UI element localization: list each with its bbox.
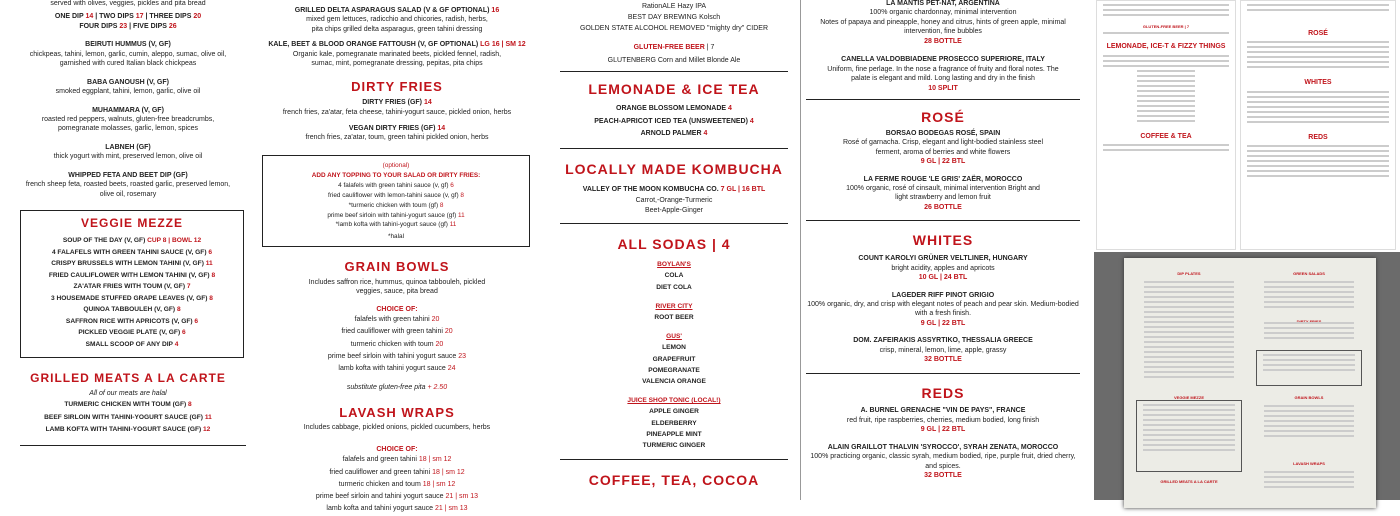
wrap-item: prime beef sirloin and tahini yogurt sauce 21 | sm 13 — [315, 493, 479, 501]
thumb-line — [1247, 61, 1389, 63]
thumb-line — [1144, 346, 1234, 348]
kombucha-flavor: Carrot,-Orange-Turmeric — [635, 197, 713, 205]
thumb-line — [1247, 46, 1389, 48]
thumb-heading: GREEN SALADS — [1293, 271, 1325, 276]
thumb-line — [1264, 291, 1354, 293]
divider — [560, 459, 788, 460]
thumb-line — [1144, 326, 1234, 328]
wine-item — [806, 291, 1080, 329]
dip-name: MUHAMMARA (V, GF) — [92, 106, 164, 114]
wine-price: 32 BOTTLE — [924, 356, 962, 364]
addon-item: *turmeric chicken with toum (gf) 8 — [348, 201, 444, 209]
dirty-fries-title: DIRTY FRIES — [351, 78, 443, 94]
thumb-line — [1103, 14, 1229, 16]
beer-item: GOLDEN STATE ALCOHOL REMOVED "mighty dry" CIDER — [579, 25, 769, 33]
thumb-line — [1247, 41, 1389, 43]
grain-bowls-desc: Includes saffron rice, hummus, quinoa tabbouleh, pickled veggies, sauce, pita bread — [308, 278, 486, 296]
dip-name: LABNEH (GF) — [105, 143, 151, 151]
thumb-line — [1144, 311, 1234, 313]
thumb-line — [1144, 286, 1234, 288]
lavash-desc: Includes cabbage, pickled onions, pickled cucumbers, herbs — [303, 424, 491, 432]
dip-desc: roasted red peppers, walnuts, gluten-free breadcrumbs, pomegranate molasses, garlic, lemon, spices — [41, 115, 215, 133]
dip-desc: smoked eggplant, tahini, lemon, garlic, olive oil — [55, 88, 201, 96]
thumb-line — [1143, 439, 1235, 441]
thumb-line — [1144, 301, 1234, 303]
wine-item — [806, 254, 1080, 282]
thumb-line — [1144, 306, 1234, 308]
mezze-item: QUINOA TABBOULEH (V, GF) 8 — [83, 306, 181, 314]
thumb-line — [1144, 371, 1234, 373]
thumb-line — [1247, 56, 1389, 58]
thumb-line — [1247, 4, 1389, 6]
thumb-line — [1143, 444, 1235, 446]
wine-name: LA MANTIS PET-NAT, ARGENTINA — [886, 0, 1000, 7]
meats-list — [8, 399, 248, 437]
thumb-line — [1137, 80, 1195, 82]
lemonade-item: PEACH-APRICOT ICED TEA (UNSWEETENED) 4 — [594, 117, 754, 125]
thumb-line — [1264, 281, 1354, 283]
thumb-line — [1143, 424, 1235, 426]
wine-price: 28 BOTTLE — [924, 37, 962, 45]
dip-item — [22, 106, 234, 134]
wine-name: LAGEDER RIFF PINOT GRIGIO — [891, 291, 995, 299]
mezze-item: PICKLED VEGGIE PLATE (V, GF) 6 — [78, 329, 186, 337]
addon-item: 4 falafels with green tahini sauce (v, gf) 6 — [338, 181, 454, 189]
thumb-line — [1137, 95, 1195, 97]
salad-name: GRILLED DELTA ASPARAGUS SALAD (V & GF OPTIONAL) 16 — [294, 7, 500, 14]
thumb-line — [1264, 296, 1354, 298]
beer-item: RationALE Hazy IPA — [641, 3, 707, 10]
thumb-heading: DIP PLATES — [1177, 271, 1201, 276]
meat-item: LAMB KOFTA WITH TAHINI-YOGURT SAUCE (GF) 12 — [45, 426, 211, 434]
soda-item: POMEGRANATE — [648, 366, 700, 374]
addon-optional: (optional) — [382, 161, 410, 169]
wine-price: 32 BOTTLE — [924, 472, 962, 480]
thumb-line — [1263, 359, 1355, 361]
dip-item — [22, 40, 234, 68]
fries-desc: french fries, za'atar, toum, green tahini pickled onion, herbs — [305, 134, 489, 142]
thumbnail-wine-page — [1240, 0, 1396, 250]
addon-note: *halal — [388, 233, 404, 241]
wine-price: 9 GL | 22 BTL — [920, 426, 966, 434]
whites-title: WHITES — [912, 232, 974, 249]
thumb-line — [1143, 434, 1235, 436]
thumb-heading: GLUTEN-FREE BEER | 7 — [1142, 24, 1190, 29]
thumb-line — [1103, 55, 1229, 57]
thumb-line — [1144, 331, 1234, 333]
dip-desc: french sheep feta, roasted beets, roasted garlic, preserved lemon, olive oil, rosemary — [25, 181, 231, 198]
thumb-line — [1103, 149, 1229, 151]
fries-name: DIRTY FRIES (GF) 14 — [362, 99, 432, 107]
wrap-item: turmeric chicken and toum 18 | sm 12 — [338, 480, 456, 488]
wine-item — [806, 129, 1080, 167]
thumb-line — [1144, 296, 1234, 298]
thumb-line — [1103, 60, 1229, 62]
photo-text-wraps — [1258, 468, 1360, 491]
wine-name: BORSAO BODEGAS ROSÉ, SPAIN — [885, 129, 1001, 137]
dip-desc: chickpeas, tahini, lemon, garlic, cumin, aleppo, sumac, olive oil, garnished with cured Italian black chickpeas — [29, 50, 227, 68]
wine-desc: bright acidity, apples and apricots — [891, 264, 995, 272]
beer-list — [556, 1, 792, 35]
photo-paper — [1124, 258, 1376, 508]
mezze-item: SOUP OF THE DAY (V, GF) CUP 8 | BOWL 12 — [62, 237, 202, 245]
meat-item: BEEF SIRLOIN WITH TAHINI-YOGURT SAUCE (GF) 11 — [44, 413, 212, 421]
wine-desc: crisp, mineral, lemon, lime, apple, grassy — [879, 346, 1007, 354]
thumb-line — [1247, 160, 1389, 162]
thumb-line — [1263, 369, 1355, 371]
fries-desc: french fries, za'atar, feta cheese, tahini-yogurt sauce, pickled onion, herbs — [282, 108, 512, 116]
wine-item — [806, 443, 1080, 481]
salad-desc: mixed gem lettuces, radicchio and chicories, radish, herbs, pita chips grilled delta asparagus, green tahini dressing — [306, 16, 488, 33]
thumb-line — [1137, 105, 1195, 107]
mezze-item: CRISPY BRUSSELS WITH LEMON TAHINI (V, GF) 11 — [51, 260, 213, 268]
thumb-line — [1137, 75, 1195, 77]
thumbnail-drinks-page — [1096, 0, 1236, 250]
bottom-rule — [20, 445, 246, 446]
mezze-list — [25, 235, 239, 350]
bowl-item: turmeric chicken with toum 20 — [350, 340, 444, 348]
dip-name: BEIRUTI HUMMUS (V, GF) — [85, 41, 171, 49]
photo-mezze-box — [1136, 400, 1242, 472]
thumb-line — [1247, 111, 1389, 113]
salad-desc: Organic kale, pomegranate marinated beets, pickled fennel, radish, sumac, mint, pomegranate dressing, pepitas, pita chips — [292, 50, 502, 68]
soda-brand: RIVER CITY — [655, 302, 693, 310]
wine-item — [806, 55, 1080, 93]
wine-item — [806, 336, 1080, 364]
salad-item — [258, 6, 536, 34]
wine-name: A. BURNEL GRENACHE "VIN DE PAYS", FRANCE — [860, 407, 1026, 415]
wine-item — [806, 0, 1080, 18]
wine-price: 10 GL | 24 BTL — [918, 274, 968, 282]
thumb-line — [1247, 51, 1389, 53]
soda-item: COLA — [664, 272, 684, 280]
wrap-item: falafels and green tahini 18 | sm 12 — [342, 456, 452, 464]
thumb-line — [1264, 405, 1354, 407]
dip-item — [22, 171, 234, 199]
thumb-line — [1247, 170, 1389, 172]
wine-price: 10 SPLIT — [928, 84, 958, 92]
thumb-line — [1247, 106, 1389, 108]
thumb-line — [1144, 361, 1234, 363]
mezze-item: SMALL SCOOP OF ANY DIP 4 — [85, 340, 179, 348]
substitute-note: substitute gluten-free pita + 2.50 — [346, 384, 448, 392]
soda-item: PINEAPPLE MINT — [646, 430, 702, 438]
thumb-heading: COFFEE & TEA — [1140, 132, 1192, 140]
thumb-line — [1264, 301, 1354, 303]
addon-title: ADD ANY TOPPING TO YOUR SALAD OR DIRTY FRIES: — [311, 171, 481, 179]
fries-name: VEGAN DIRTY FRIES (GF) 14 — [348, 125, 446, 133]
soda-item: ROOT BEER — [654, 313, 694, 321]
dip-prices-line-2: FOUR DIPS 23 | FIVE DIPS 26 — [79, 22, 177, 30]
divider — [560, 223, 788, 224]
wine-item — [806, 175, 1080, 213]
thumb-line — [1103, 4, 1229, 6]
thumb-line — [1144, 336, 1234, 338]
column-salads-bowls — [258, 0, 536, 516]
divider — [806, 373, 1080, 374]
bowls-list — [258, 314, 536, 375]
thumb-line — [1143, 449, 1235, 451]
wraps-list — [258, 454, 536, 515]
column-dips-mezze — [8, 0, 248, 446]
thumb-line — [1247, 116, 1389, 118]
grilled-meats-title: GRILLED MEATS A LA CARTE — [30, 370, 226, 385]
wrap-item: lamb kofta and tahini yogurt sauce 21 | sm 13 — [326, 505, 468, 513]
thumb-line — [1137, 85, 1195, 87]
dip-list — [8, 40, 248, 199]
soda-item: ELDERBERRY — [651, 419, 697, 427]
mezze-item: ZA'ATAR FRIES WITH TOUM (V, GF) 7 — [73, 283, 191, 291]
wine-desc: red fruit, ripe raspberries, cherries, medium bodied, long finish — [846, 416, 1040, 424]
wine-desc: 100% practicing organic, classic syrah, medium bodied, ripe, purple fruit, dried cherry, and spices. — [810, 453, 1076, 470]
wine-name: ALAIN GRAILLOT THALVIN 'SYROCCO', SYRAH ZENATA, MOROCCO — [827, 443, 1059, 451]
wine-desc: Notes of papaya and pineapple, honey and citrus, hints of green apple, minimal intervention, fine bubbles — [820, 18, 1066, 36]
thumb-line — [1137, 90, 1195, 92]
thumb-line — [1264, 327, 1354, 329]
grain-bowls-title: GRAIN BOWLS — [344, 259, 450, 275]
thumb-heading: REDS — [1308, 133, 1328, 141]
dip-plate-note: served with olives, veggies, pickles and pita bread — [50, 0, 206, 7]
mezze-item: SAFFRON RICE WITH APRICOTS (V, GF) 6 — [65, 317, 199, 325]
addon-item: prime beef sirloin with tahini-yogurt sauce (gf) 11 — [327, 211, 465, 219]
soda-item: DIET COLA — [656, 283, 692, 291]
column-drinks — [556, 0, 792, 490]
thumb-line — [1264, 471, 1354, 473]
thumbnail-food-page-photo — [1094, 252, 1400, 500]
mezze-item: 3 HOUSEMADE STUFFED GRAPE LEAVES (V, GF) 8 — [51, 294, 213, 302]
photo-addon-box — [1256, 350, 1362, 386]
soda-item: APPLE GINGER — [649, 408, 699, 416]
thumb-line — [1144, 366, 1234, 368]
dip-name: BABA GANOUSH (V, GF) — [87, 78, 169, 86]
wine-name: CANELLA VALDOBBIADENE PROSECCO SUPERIORE, ITALY — [841, 56, 1045, 64]
wine-desc: 100% organic chardonnay, minimal intervention — [869, 9, 1017, 17]
addon-box — [262, 155, 530, 247]
lemonade-title: LEMONADE & ICE TEA — [588, 81, 760, 98]
soda-brand: GUS' — [666, 333, 682, 341]
rose-title: ROSÉ — [921, 108, 965, 125]
gf-beer-desc: GLUTENBERG Corn and Millet Blonde Ale — [607, 57, 741, 64]
thumb-heading: VEGGIE MEZZE — [1173, 395, 1204, 400]
wine-desc: 100% organic, dry, and crisp with elegant notes of peach and pear skin. Medium-bodied with a fresh finish. — [807, 300, 1079, 318]
thumb-line — [1144, 376, 1234, 378]
wine-name: DOM. ZAFEIRAKIS ASSYRTIKO, THESSALIA GREECE — [853, 337, 1033, 345]
photo-text-bowls — [1258, 402, 1360, 440]
thumb-line — [1264, 306, 1354, 308]
kombucha-title: LOCALLY MADE KOMBUCHA — [565, 161, 783, 178]
thumb-line — [1247, 150, 1389, 152]
thumb-heading: LEMONADE, ICE-T & FIZZY THINGS — [1106, 43, 1226, 51]
sodas-title: ALL SODAS | 4 — [617, 236, 731, 253]
thumb-line — [1247, 101, 1389, 103]
thumb-line — [1247, 66, 1389, 68]
fries-item — [258, 124, 536, 143]
mezze-item: 4 FALAFELS WITH GREEN TAHINI SAUCE (V, GF) 6 — [51, 248, 213, 256]
thumb-line — [1143, 419, 1235, 421]
thumb-line — [1144, 321, 1234, 323]
wine-name: LA FERME ROUGE 'LE GRIS' ZAËR, MOROCCO — [863, 175, 1023, 183]
thumb-line — [1263, 354, 1355, 356]
bowl-item: falafels with green tahini 20 — [354, 316, 440, 324]
thumb-line — [1247, 121, 1389, 123]
thumb-line — [1103, 144, 1229, 146]
photo-text-right — [1258, 278, 1360, 342]
dip-prices-line-1: ONE DIP 14 | TWO DIPS 17 | THREE DIPS 20 — [54, 13, 202, 21]
veggie-mezze-title: VEGGIE MEZZE — [80, 216, 183, 230]
photo-text-left — [1138, 278, 1240, 381]
beer-item: BEST DAY BREWING Kolsch — [627, 14, 721, 22]
wine-item — [806, 406, 1080, 434]
gluten-free-beer: GLUTEN-FREE BEER | 7 — [633, 43, 715, 51]
veggie-mezze-box — [20, 210, 244, 358]
salad-item — [258, 40, 536, 68]
thumb-line — [1143, 409, 1235, 411]
thumb-line — [1144, 316, 1234, 318]
thumb-line — [1247, 145, 1389, 147]
thumb-line — [1264, 410, 1354, 412]
wine-desc: Uniform, fine perlage. In the nose a fragrance of fruity and floral notes. The palate is elegant and mild. Long lasting and dry in the finish — [827, 65, 1059, 83]
thumb-line — [1103, 65, 1229, 67]
thumb-line — [1144, 341, 1234, 343]
thumb-line — [1137, 70, 1195, 72]
dip-desc: thick yogurt with mint, preserved lemon, olive oil — [53, 153, 203, 161]
soda-item: VALENCIA ORANGE — [642, 378, 706, 385]
wine-price: 9 GL | 22 BTL — [920, 319, 966, 327]
thumb-line — [1264, 430, 1354, 432]
thumb-line — [1143, 404, 1235, 406]
lemonade-list — [556, 103, 792, 140]
divider — [806, 99, 1080, 100]
kombucha-flavor: Beet-Apple-Ginger — [645, 206, 703, 214]
thumb-line — [1264, 415, 1354, 417]
sodas-list — [556, 259, 792, 451]
thumb-heading: LAVASH WRAPS — [1293, 461, 1325, 466]
halal-note: All of our meats are halal — [89, 389, 167, 397]
thumb-line — [1144, 291, 1234, 293]
thumb-line — [1247, 175, 1389, 177]
thumb-line — [1247, 155, 1389, 157]
thumb-line — [1264, 481, 1354, 483]
wine-price: 26 BOTTLE — [924, 203, 962, 211]
soda-brand: JUICE SHOP TONIC (LOCAL!) — [627, 397, 721, 405]
lemonade-item: ORANGE BLOSSOM LEMONADE 4 — [616, 105, 732, 113]
thumb-line — [1264, 476, 1354, 478]
thumb-line — [1247, 9, 1389, 11]
dip-name: WHIPPED FETA AND BEET DIP (GF) — [68, 171, 188, 179]
thumb-line — [1264, 420, 1354, 422]
salad-name: KALE, BEET & BLOOD ORANGE FATTOUSH (V, GF OPTIONAL) LG 16 | SM 12 — [268, 41, 526, 49]
thumb-line — [1247, 91, 1389, 93]
thumb-heading: GRILLED MEATS A LA CARTE — [1160, 479, 1218, 484]
thumb-line — [1143, 429, 1235, 431]
thumb-heading: GRAIN BOWLS — [1294, 395, 1324, 400]
divider — [560, 71, 788, 72]
thumb-line — [1264, 435, 1354, 437]
addon-item: fried cauliflower with lemon-tahini sauce (v, gf) 8 — [328, 191, 464, 199]
thumb-line — [1137, 110, 1195, 112]
bowl-item: prime beef sirloin with tahini yogurt sauce 23 — [327, 352, 467, 360]
wine-desc: 100% organic, rosé of cinsault, minimal intervention Bright and light strawberry and lemon fruit — [846, 185, 1040, 202]
thumb-heading: WHITES — [1304, 79, 1332, 87]
thumb-line — [1264, 322, 1354, 324]
divider — [560, 148, 788, 149]
meat-item: TURMERIC CHICKEN WITH TOUM (GF) 8 — [64, 401, 192, 409]
thumb-line — [1137, 120, 1195, 122]
thumb-line — [1247, 96, 1389, 98]
soda-brand: BOYLAN'S — [657, 261, 691, 269]
soda-item: LEMON — [662, 344, 686, 352]
wine-name: COUNT KAROLYI GRÜNER VELTLINER, HUNGARY — [858, 255, 1028, 263]
wrap-item: fried cauliflower and green tahini 18 | sm 12 — [329, 468, 465, 476]
thumb-line — [1264, 286, 1354, 288]
column-wines — [806, 0, 1080, 481]
thumb-line — [1264, 425, 1354, 427]
thumb-line — [1144, 281, 1234, 283]
thumb-line — [1137, 115, 1195, 117]
mezze-item: FRIED CAULIFLOWER WITH LEMON TAHINI (V, GF) 8 — [48, 271, 216, 279]
lavash-wraps-title: LAVASH WRAPS — [339, 404, 455, 420]
kombucha-item: VALLEY OF THE MOON KOMBUCHA CO. 7 GL | 16 BTL — [582, 185, 766, 193]
addon-item: *lamb kofta with tahini-yogurt sauce (gf) 11 — [335, 221, 457, 229]
wine-price: 9 GL | 22 BTL — [920, 158, 966, 166]
choice-label: CHOICE OF: — [376, 305, 418, 313]
thumb-heading: ROSÉ — [1308, 30, 1328, 37]
fries-item — [258, 98, 536, 117]
thumb-line — [1144, 356, 1234, 358]
thumb-line — [1137, 100, 1195, 102]
thumb-line — [1263, 364, 1355, 366]
choice-label: CHOICE OF: — [376, 445, 418, 453]
wine-item — [806, 18, 1080, 46]
thumb-line — [1264, 332, 1354, 334]
dip-item — [22, 78, 234, 97]
lemonade-item: ARNOLD PALMER 4 — [640, 129, 708, 137]
soda-item: GRAPEFRUIT — [652, 355, 696, 363]
column-rule — [800, 0, 801, 500]
thumb-line — [1264, 486, 1354, 488]
thumb-line — [1103, 9, 1229, 11]
wine-desc: Rosé of garnacha. Crisp, elegant and light-bodied stainless steel ferment, aroma of berries and white flowers — [842, 139, 1043, 156]
reds-title: REDS — [921, 384, 965, 401]
soda-item: TURMERIC GINGER — [642, 442, 706, 450]
dip-item — [22, 143, 234, 162]
thumb-line — [1247, 165, 1389, 167]
thumb-line — [1264, 337, 1354, 339]
thumb-line — [1103, 32, 1229, 34]
coffee-title: COFFEE, TEA, COCOA — [588, 472, 760, 489]
thumb-line — [1143, 414, 1235, 416]
thumb-line — [1144, 351, 1234, 353]
divider — [806, 220, 1080, 221]
bowl-item: lamb kofta with tahini yogurt sauce 24 — [338, 365, 456, 373]
bowl-item: fried cauliflower with green tahini 20 — [341, 328, 453, 336]
